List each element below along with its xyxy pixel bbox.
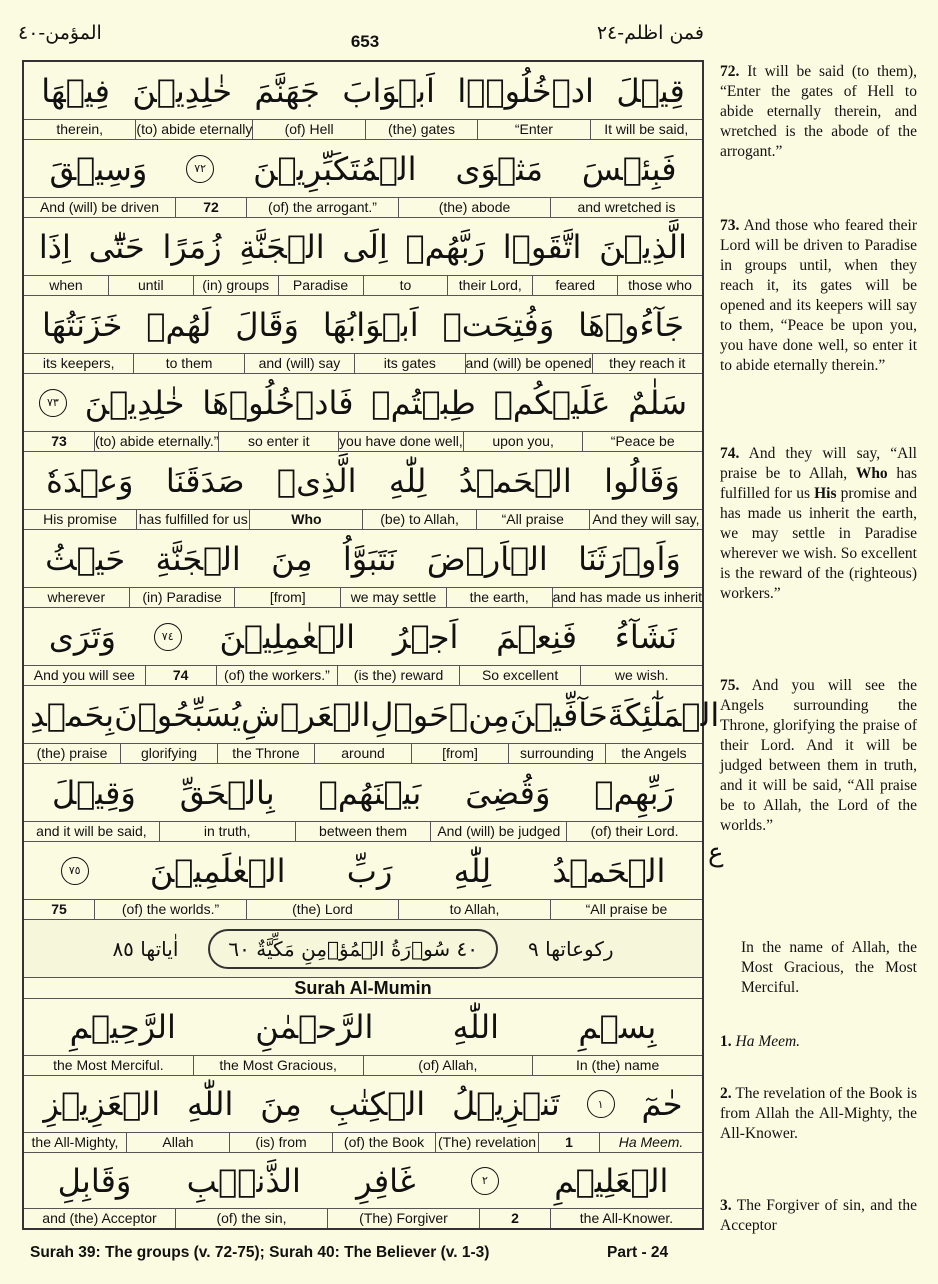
verse-row (24, 764, 702, 842)
arabic-line (24, 296, 702, 353)
english-line (24, 197, 702, 217)
arabic-word: خَزَنَتُهَا (41, 305, 123, 344)
arabic-word: مَثۡوَى (455, 149, 544, 188)
english-word: (of) the arrogant.” (246, 198, 398, 217)
verse-number: 1 (538, 1133, 599, 1152)
arabic-line (24, 1153, 702, 1208)
english-word: and wretched is (550, 198, 702, 217)
english-word: and it will be said, (36, 823, 147, 839)
verse-end-marker: ٧٣ (39, 389, 67, 417)
arabic-word: بِسۡمِ (578, 1008, 657, 1046)
arabic-word: الۡمَلٰٓئِكَةَ (607, 695, 720, 734)
footer-part: Part - 24 (607, 1244, 669, 1261)
english-word: “All praise be (550, 900, 702, 919)
english-word: Paradise (278, 276, 363, 295)
verse-number: 75 (51, 901, 67, 917)
english-word: (to) abide eternally (136, 121, 253, 137)
arabic-word: خٰلِدِيۡنَ (84, 383, 185, 422)
translation-text: And those who feared their Lord will be driven to Paradise in groups until, when they reach it, its gates will be opened and its keepers will say to them, “Peace be upon you, you have done well, so enter it to abide eternally therein.” (720, 217, 917, 374)
verse-number: 74 (145, 666, 216, 685)
english-word: (the) gates (365, 120, 477, 139)
english-word: to them (133, 354, 243, 373)
english-word: (the) abode (398, 198, 550, 217)
english-word: (in) Paradise (129, 588, 235, 607)
english-word: And they will say, (589, 510, 702, 529)
arabic-word: حَتّٰٓى (88, 227, 145, 266)
arabic-word: اِلَى (342, 227, 388, 266)
english-line (24, 899, 702, 919)
arabic-word: مِنَ (271, 539, 313, 578)
arabic-word: الۡاَرۡضَ (426, 539, 548, 578)
verse-end-marker: ٧٥ (61, 857, 89, 885)
banner-ruku-count: ركوعاتها ٩ (528, 936, 614, 961)
banner-ayat-count: اٰياتها ٨٥ (112, 936, 179, 961)
arabic-word: مِنۡ (449, 695, 510, 734)
english-word: and (will) be opened (465, 355, 592, 371)
arabic-line (24, 530, 702, 587)
english-word: the Most Merciful. (53, 1057, 164, 1073)
english-line (24, 509, 702, 529)
verse-number: 74. (720, 445, 740, 462)
translation-3 (720, 1196, 917, 1236)
english-word: Ha Meem. (599, 1133, 702, 1152)
arabic-word: حَيۡثُ (45, 539, 126, 578)
arabic-word: صَدَقَنَا (165, 461, 245, 500)
header-surah-name: المؤمن-٤٠ (18, 22, 102, 44)
verse-number: 3. (720, 1197, 732, 1214)
english-word: “Enter (477, 120, 589, 139)
arabic-line (24, 999, 702, 1055)
english-word: In (the) name (532, 1056, 702, 1075)
arabic-word: لِلّٰهِ (453, 851, 492, 890)
english-word: (of) the sin, (175, 1209, 327, 1228)
arabic-word: رَبِّ (346, 851, 393, 890)
translation-text: It will be said (to them), “Enter the gates of Hell to abide eternally therein, and wretched is the abode of the arrogant.” (720, 63, 917, 160)
english-word: its gates (354, 354, 464, 373)
arabic-word: بِالۡحَقِّ (179, 773, 275, 812)
english-word: (is) from (229, 1133, 332, 1152)
english-word: so enter it (218, 432, 338, 451)
verse-row (24, 218, 702, 296)
english-word: And you will see (33, 667, 135, 683)
verse-number: 73. (720, 217, 740, 234)
verse-number: 2. (720, 1085, 732, 1102)
english-word: you have done well, (339, 433, 463, 449)
english-word: Who (249, 510, 362, 529)
arabic-word: سَلٰمٌ (628, 383, 687, 422)
arabic-line (24, 1076, 702, 1132)
arabic-word: يُسَبِّحُوۡنَ (114, 695, 242, 734)
arabic-word: حَوۡلِ (370, 695, 450, 734)
arabic-word: اَبۡوَابُهَا (322, 305, 419, 344)
verse-row (24, 62, 702, 140)
verse-number: 72 (175, 198, 246, 217)
english-word: (The) revelation (435, 1133, 538, 1152)
arabic-word: خٰلِدِيۡنَ (132, 71, 232, 110)
arabic-word: اتَّقَوۡا (502, 227, 582, 266)
english-word: feared (532, 276, 617, 295)
arabic-word: لَهُمۡ (146, 305, 212, 344)
arabic-line (24, 452, 702, 509)
translation-text: promise and has made us inherit the earth, we may settle in Paradise wherever we wish. So excellent is the reward of the (righteous) workers.” (720, 485, 917, 602)
page-number: 653 (350, 32, 380, 51)
arabic-word: حَآفِّيۡنَ (509, 695, 608, 734)
english-word: and (will) say (244, 354, 354, 373)
arabic-word: الۡعَلِيۡمِ (554, 1161, 669, 1200)
arabic-word: الۡعٰلَمِيۡنَ (149, 851, 286, 890)
english-line (24, 1132, 702, 1152)
arabic-word: وَقَالُوا (604, 461, 680, 500)
arabic-line (24, 374, 702, 431)
arabic-word: فَبِئۡسَ (581, 149, 677, 188)
translation-text: Ha Meem. (735, 1033, 801, 1050)
arabic-word: اللّٰهِ (186, 1085, 234, 1123)
english-word: until (108, 276, 193, 295)
english-word: in truth, (159, 822, 295, 841)
translation-text-bold: Who (855, 465, 888, 482)
arabic-word: وَسِيۡقَ (49, 149, 148, 188)
surah-title: Surah Al-Mumin (24, 978, 702, 999)
english-word: their Lord, (447, 276, 532, 295)
verse-number: 73 (51, 433, 67, 449)
arabic-word: جَآءُوۡهَا (578, 305, 685, 344)
english-word: the All-Mighty, (31, 1134, 119, 1150)
english-word: Allah (126, 1133, 229, 1152)
english-word: wherever (47, 589, 106, 605)
arabic-word: نَشَآءُ (614, 617, 678, 656)
english-word: (of) their Lord. (566, 822, 702, 841)
arabic-word: لِلّٰهِ (388, 461, 427, 500)
arabic-word: الۡجَنَّةِ (239, 227, 325, 266)
english-word: (of) the workers.” (216, 666, 338, 685)
arabic-word: اِذَا (38, 227, 71, 266)
arabic-word: الۡعٰمِلِيۡنَ (219, 617, 356, 656)
banner-surah-title: ٤٠ سُوۡرَةُ الۡمُؤۡمِنِ مَكِّيَّةٌ ٦٠ (208, 929, 498, 969)
verse-number: 75. (720, 677, 740, 694)
arabic-word: الۡحَمۡدُ (458, 461, 572, 500)
arabic-line (24, 764, 702, 821)
surah-banner (24, 920, 702, 978)
english-word: therein, (56, 121, 104, 137)
verse-number: 2 (479, 1209, 550, 1228)
arabic-word: وَفُتِحَتۡ (442, 305, 555, 344)
english-word: when (49, 277, 83, 293)
english-word: glorifying (120, 744, 217, 763)
english-line (24, 743, 702, 763)
ruku-mark: ع (708, 838, 724, 868)
verse-number: 72. (720, 63, 740, 80)
english-word: those who (617, 276, 702, 295)
english-word: the Throne (217, 744, 314, 763)
english-word: And (will) be judged (430, 822, 566, 841)
english-word: the Most Gracious, (193, 1056, 363, 1075)
arabic-word: وَعۡدَهٗ (46, 461, 134, 500)
arabic-word: وَقِيۡلَ (51, 773, 136, 812)
arabic-word: فَادۡخُلُوۡهَا (202, 383, 354, 422)
translation-text: And you will see the Angels surrounding the Throne, glorifying the praise of their Lord. And it will be judged between them in truth, and it will be said, “All praise be to Allah, the Lord of the worlds.” (720, 677, 917, 834)
arabic-word: وَقُضِىَ (465, 773, 551, 812)
english-word: (to) abide eternally.” (94, 433, 219, 449)
english-line (24, 275, 702, 295)
verse-row (24, 999, 702, 1076)
arabic-word: الۡمُتَكَبِّرِيۡنَ (253, 149, 417, 188)
english-line (24, 1208, 702, 1228)
verse-end-marker: ٧٢ (186, 155, 214, 183)
english-word: and (the) Acceptor (42, 1210, 157, 1226)
arabic-word: فَنِعۡمَ (496, 617, 578, 656)
arabic-word: رَبَّهُمۡ (405, 227, 486, 266)
verse-row (24, 842, 702, 920)
translation-bismillah: In the name of Allah, the Most Gracious, the Most Merciful. (741, 939, 917, 996)
arabic-word: فِيۡهَا (41, 71, 110, 110)
arabic-word: غَافِرِ (356, 1161, 416, 1200)
translation-72 (720, 62, 917, 162)
english-word: they reach it (592, 354, 702, 373)
arabic-word: حٰمٓ (641, 1085, 683, 1123)
english-line (24, 119, 702, 139)
arabic-word: رَبِّهِمۡ (594, 773, 674, 812)
english-word: “Peace be (582, 432, 702, 451)
verse-row (24, 374, 702, 452)
arabic-word: الۡعَرۡشِ (241, 695, 371, 734)
arabic-word: وَقَابِلِ (57, 1161, 132, 1200)
translation-text: The Forgiver of sin, and the Acceptor (720, 1197, 917, 1234)
arabic-line (24, 140, 702, 197)
arabic-word: وَتَرَى (48, 617, 116, 656)
english-word: to Allah, (398, 900, 550, 919)
arabic-word: الۡجَنَّةِ (155, 539, 241, 578)
verse-row (24, 1153, 702, 1228)
arabic-word: نَتَبَوَّاُ (342, 539, 397, 578)
arabic-line (24, 218, 702, 275)
english-line (24, 431, 702, 451)
arabic-word: الذَّنۡۢبِ (186, 1161, 301, 1200)
english-word: It will be said, (590, 120, 702, 139)
arabic-word: مِنَ (260, 1085, 302, 1123)
translation-text: The revelation of the Book is from Allah the All-Mighty, the All-Knower. (720, 1085, 917, 1142)
english-word: (of) the Book (332, 1133, 435, 1152)
english-word: “All praise (476, 510, 589, 529)
verse-number: 1. (720, 1033, 732, 1050)
english-word: (The) Forgiver (327, 1209, 479, 1228)
footer-surah-info: Surah 39: The groups (v. 72-75); Surah 40: The Believer (v. 1-3) (30, 1244, 490, 1261)
english-word: [from] (411, 744, 508, 763)
arabic-word: اَجۡرُ (392, 617, 459, 656)
english-word: its keepers, (42, 355, 115, 371)
arabic-word: الرَّحۡمٰنِ (255, 1008, 374, 1046)
arabic-word: زُمَرًا (162, 227, 222, 266)
verse-row (24, 608, 702, 686)
translation-text-bold: His (814, 485, 837, 502)
english-word: (of) Allah, (363, 1056, 533, 1075)
english-word: to (363, 276, 448, 295)
arabic-word: الۡكِتٰبِ (328, 1085, 426, 1123)
arabic-word: عَلَيۡكُمۡ (493, 383, 611, 422)
translation-text: has fulfilled for us (720, 465, 918, 502)
english-word: and has made us inherit (552, 589, 702, 605)
arabic-word: قِيۡلَ (616, 71, 685, 110)
arabic-line (24, 686, 720, 743)
english-word: upon you, (463, 432, 583, 451)
verse-end-marker: ١ (587, 1090, 615, 1118)
english-word: (of) Hell (252, 120, 364, 139)
header-juz-name: فمن اظلم-٢٤ (596, 22, 704, 44)
arabic-word: جَهَنَّمَ (254, 71, 320, 110)
arabic-word: بِحَمۡدِ (30, 695, 115, 734)
english-line (24, 821, 702, 841)
english-line (24, 587, 702, 607)
arabic-word: الۡعَزِيۡزِ (43, 1085, 161, 1123)
english-word: the Angels (605, 744, 702, 763)
english-word: (in) groups (193, 276, 278, 295)
translation-75 (720, 676, 917, 836)
arabic-line (24, 608, 702, 665)
verse-end-marker: ٢ (471, 1167, 499, 1195)
verse-row (24, 530, 702, 608)
verse-end-marker: ٧٤ (154, 623, 182, 651)
english-line (24, 353, 702, 373)
english-word: has fulfilled for us (136, 510, 249, 529)
english-word: (of) the worlds.” (94, 900, 246, 919)
english-word: [from] (234, 588, 340, 607)
arabic-word: وَاَوۡرَثَنَا (578, 539, 681, 578)
english-word: around (314, 744, 411, 763)
arabic-line (24, 842, 702, 899)
arabic-word: طِبۡتُمۡ (371, 383, 476, 422)
english-word: And (will) be driven (39, 199, 160, 215)
arabic-word: وَقَالَ (235, 305, 299, 344)
english-word: His promise (43, 511, 117, 527)
translation-1 (720, 1032, 917, 1052)
english-word: (be) to Allah, (362, 510, 475, 529)
arabic-word: ادۡخُلُوۡۤا (457, 71, 594, 110)
english-line (24, 1055, 702, 1075)
arabic-word: الۡحَمۡدُ (552, 851, 666, 890)
english-word: between them (295, 822, 431, 841)
english-word: we may settle (340, 588, 446, 607)
english-word: we wish. (580, 666, 702, 685)
arabic-word: الَّذِىۡ (276, 461, 357, 500)
arabic-word: اللّٰهِ (452, 1008, 500, 1046)
translation-text: And they will say, “All praise be to Allah, (720, 445, 917, 482)
arabic-word: اَبۡوَابَ (342, 71, 435, 110)
english-word: the earth, (446, 588, 552, 607)
english-word: the All-Knower. (550, 1209, 702, 1228)
english-word: (is the) reward (337, 666, 459, 685)
arabic-word: تَنۡزِيۡلُ (451, 1085, 560, 1123)
english-word: (the) praise (36, 745, 108, 761)
verse-row (24, 1076, 702, 1153)
verse-row (24, 296, 702, 374)
translation-2 (720, 1084, 917, 1144)
verse-row (24, 452, 702, 530)
translation-73 (720, 216, 917, 376)
english-word: surrounding (508, 744, 605, 763)
verse-row (24, 140, 702, 218)
arabic-line (24, 62, 702, 119)
word-by-word-grid (22, 60, 720, 1230)
arabic-word: الرَّحِيۡمِ (69, 1008, 176, 1046)
verse-row (24, 686, 720, 764)
english-line (24, 665, 702, 685)
english-word: (the) Lord (246, 900, 398, 919)
arabic-word: الَّذِيۡنَ (599, 227, 688, 266)
english-word: So excellent (459, 666, 581, 685)
arabic-word: بَيۡنَهُمۡ (318, 773, 422, 812)
translation-74 (720, 444, 917, 604)
